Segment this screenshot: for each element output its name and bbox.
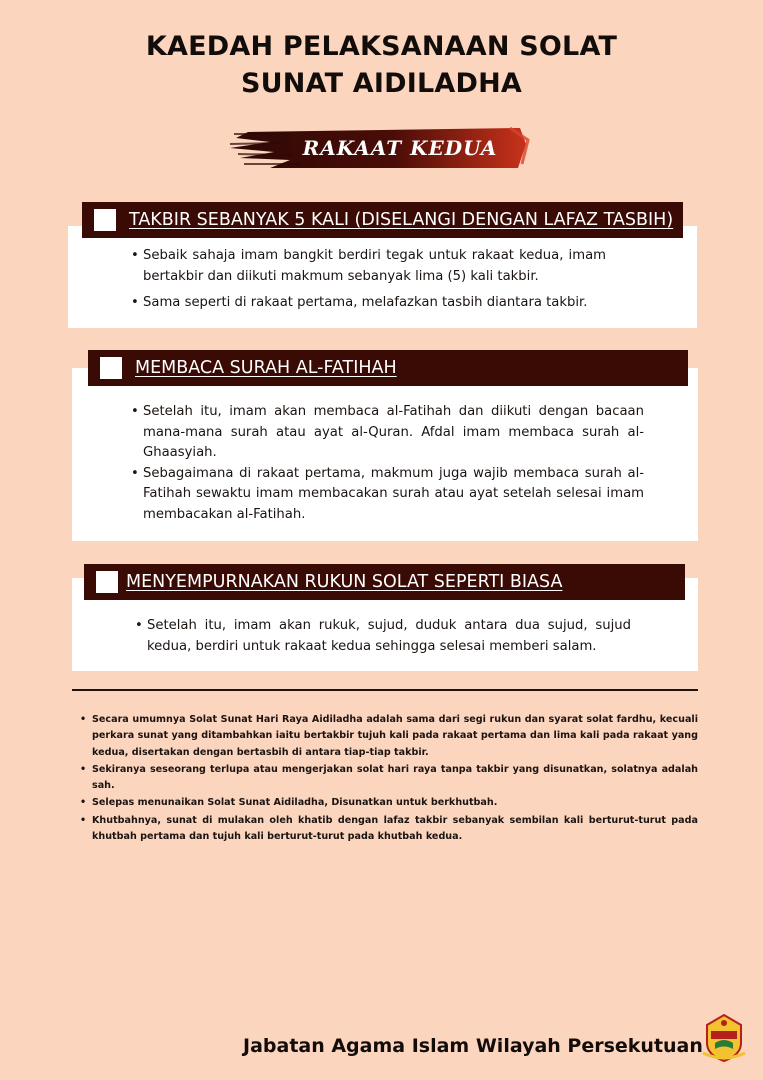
- list-item: • Sebaik sahaja imam bangkit berdiri tegak untuk rakaat kedua, imam bertakbir dan diikuti makmum sebanyak lima (5) kali takbir.: [131, 246, 606, 287]
- checkbox-square-icon: [100, 357, 122, 379]
- section-heading-3: MENYEMPURNAKAN RUKUN SOLAT SEPERTI BIASA: [126, 572, 563, 592]
- list-item: • Setelah itu, imam akan rukuk, sujud, duduk antara dua sujud, sujud kedua, berdiri untuk rakaat kedua sehingga selesai memberi salam.: [135, 616, 631, 657]
- checkbox-square-icon: [96, 571, 118, 593]
- note-item: • Selepas menunaikan Solat Sunat Aidiladha, Disunatkan untuk berkhutbah.: [80, 795, 698, 811]
- note-item: • Khutbahnya, sunat di mulakan oleh khatib dengan lafaz takbir sebanyak sembilan kali berturut-turut pada khutbah pertama dan tujuh kali berturut-turut pada khutbah kedua.: [80, 813, 698, 846]
- page-title: [0, 28, 763, 102]
- section-heading-bar-3: [84, 564, 685, 600]
- list-item: • Sama seperti di rakaat pertama, melafazkan tasbih diantara takbir.: [131, 293, 606, 314]
- divider: [72, 689, 698, 691]
- jawi-crest-icon: [701, 1013, 747, 1067]
- page-title-line-2: SUNAT AIDILADHA: [241, 68, 522, 99]
- list-item: • Sebagaimana di rakaat pertama, makmum juga wajib membaca surah al-Fatihah sewaktu imam membacakan surah atau ayat setelah selesai imam membacakan al-Fatihah.: [131, 464, 644, 526]
- section-heading-bar-2: [88, 350, 688, 386]
- note-item: • Sekiranya seseorang terlupa atau mengerjakan solat hari raya tanpa takbir yang disunatkan, solatnya adalah sah.: [80, 762, 698, 795]
- organisation-name: Jabatan Agama Islam Wilayah Persekutuan: [243, 1035, 703, 1057]
- section-points-1: [131, 246, 606, 320]
- checkbox-square-icon: [94, 209, 116, 231]
- notes-list: [80, 712, 698, 846]
- section-heading-bar-1: [82, 202, 683, 238]
- note-item: • Secara umumnya Solat Sunat Hari Raya Aidiladha adalah sama dari segi rukun dan syarat solat fardhu, kecuali perkara sunat yang ditambahkan iaitu bertakbir tujuh kali pada rakaat pertama dan lima kali pada rakaat yang kedua, disertakan dengan bertasbih di antara tiap-tiap takbir.: [80, 712, 698, 761]
- section-points-2: [131, 402, 644, 531]
- rakaat-banner: [230, 124, 530, 172]
- page-title-line-1: KAEDAH PELAKSANAAN SOLAT: [145, 31, 618, 62]
- section-points-3: [135, 616, 631, 663]
- section-heading-1: TAKBIR SEBANYAK 5 KALI (DISELANGI DENGAN LAFAZ TASBIH): [129, 210, 674, 230]
- banner-label: RAKAAT KEDUA: [302, 136, 498, 160]
- list-item: • Setelah itu, imam akan membaca al-Fatihah dan diikuti dengan bacaan mana-mana surah atau ayat al-Quran. Afdal imam membaca surah al-Ghaasyiah.: [131, 402, 644, 464]
- section-heading-2: MEMBACA SURAH AL-FATIHAH: [135, 358, 397, 378]
